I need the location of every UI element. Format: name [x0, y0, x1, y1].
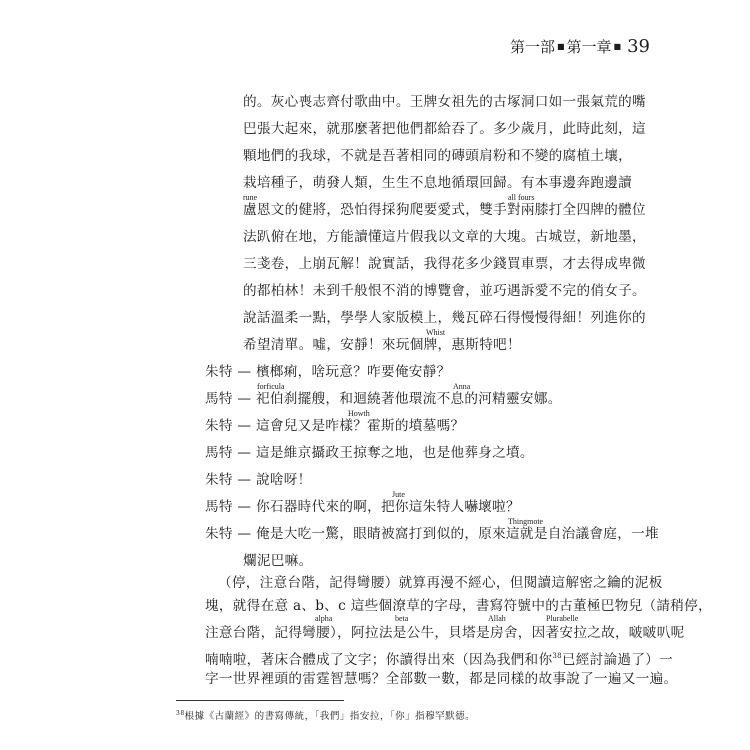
body-line: 說話溫柔一點，學學人家版模上，幾瓦碎石得慢慢得細！列進你的: [243, 310, 646, 326]
gloss-allah: Allah: [488, 614, 506, 623]
body-line: 盧恩文的健將，恐怕得採狗爬要愛式，雙手對兩膝打全四牌的體位: [243, 202, 646, 218]
dialogue-line: 馬特 — 祀伯刹擺艘，和迴繞著他環流不息的河精靈安娜。: [205, 391, 562, 407]
separator-square-icon: ■: [556, 42, 565, 51]
footnote: [176, 708, 475, 722]
paragraph-line: 注意台階，記得彎腰），阿拉法是公牛，貝塔是房舍，因著安拉之故，啵啵叭呢: [205, 625, 685, 641]
gloss-beta: beta: [395, 614, 409, 623]
body-line: 栽培種子，萌發人類，生生不息地循環回歸。有本事邊奔跑邊讀: [243, 175, 633, 191]
body-line: 巴張大起來，就那麼著把他們都給吞了。多少歲月，此時此刻，這: [243, 121, 646, 137]
body-line: 的都柏林！未到千般恨不消的博覽會，並巧遇訴愛不完的俏女子。: [243, 283, 646, 299]
speaker-name: 馬特: [205, 445, 233, 461]
gloss-howth: Howth: [348, 409, 370, 418]
footnote-rule: [176, 700, 344, 701]
dialogue-line: 朱特 — 俺是大吃一驚，眼睛被窩打到似的，原來這就是自治議會庭，一堆: [205, 526, 659, 542]
dialogue-line: 朱特 — 說啥呀！: [205, 472, 312, 488]
gloss-jute: Jute: [392, 490, 405, 499]
separator-square-icon: ■: [613, 42, 622, 51]
footnote-text: 根據《古蘭經》的書寫傳統，「我們」指安拉，「你」指穆罕默德。: [184, 711, 476, 722]
speaker-name: 朱特: [205, 472, 233, 488]
gloss-whist: Whist: [426, 328, 446, 337]
footnote-marker: 38: [552, 652, 562, 660]
page-number: 39: [627, 36, 650, 57]
speaker-name: 馬特: [205, 391, 233, 407]
gloss-alpha: alpha: [315, 614, 333, 623]
gloss-all-fours: all fours: [508, 193, 535, 202]
body-line: 法趴俯在地，方能讀懂這片假我以文章的大塊。古城豈，新地墨，: [243, 229, 646, 245]
speaker-name: 朱特: [205, 526, 233, 542]
paragraph-line: 喃喃啦，著床合體成了文字；你讀得出來（因為我們和你$^{38}$已經討論過了）一: [205, 652, 674, 668]
gloss-plurabelle: Plurabelle: [546, 614, 579, 623]
dialogue-line: 馬特 — 這是維京攝政王掠奪之地，也是他葬身之墳。: [205, 445, 534, 461]
paragraph-line: （停，注意台階，記得彎腰）就算再漫不經心，但閱讀這解密之鑰的泥板: [218, 575, 663, 591]
gloss-rune: rune: [243, 193, 258, 202]
dialogue-line: 馬特 — 你石器時代來的啊，把你這朱特人嚇壞啦？: [205, 499, 520, 515]
body-line: 顆地們的我球，不就是吾著相同的磚頭肩粉和不變的腐植土壤，: [243, 148, 633, 164]
speaker-name: 朱特: [205, 418, 233, 434]
paragraph-line: 塊，就得在意 a、b、c 這些個潦草的字母，書寫符號中的古董極巴物兒（請稍停，: [205, 598, 712, 614]
speaker-name: 馬特: [205, 499, 233, 515]
dialogue-line: 朱特 — 檳榔痢，啥玩意？咋要俺安靜？: [205, 364, 451, 380]
body-line: 三戔卷，上崩瓦解！說實話，我得花多少錢買車票，才去得成卑微: [243, 256, 646, 272]
gloss-forficula: forficula: [257, 382, 285, 391]
chapter-label: 第一章: [566, 38, 612, 56]
body-line: 希望清單。噓，安靜！來玩個牌，惠斯特吧！: [243, 337, 521, 353]
speaker-name: 朱特: [205, 364, 233, 380]
gloss-anna: Anna: [453, 382, 471, 391]
dialogue-line: 朱特 — 這會兒又是咋樣？霍斯的墳墓嗎？: [205, 418, 465, 434]
body-line: 的。灰心喪志齊付歌曲中。王牌女祖先的古塚洞口如一張氣荒的嘴: [243, 94, 646, 110]
footnote-number: 38: [176, 710, 185, 717]
dialogue-continuation: 爛泥巴嘛。: [243, 553, 313, 569]
gloss-thingmote: Thingmote: [508, 517, 544, 526]
part-label: 第一部: [509, 38, 555, 56]
running-header: [490, 36, 650, 60]
paragraph-line: 字一世界裡頭的雷霆智慧嗎？全部數一數，都是同樣的故事說了一遍又一遍。: [205, 671, 678, 687]
